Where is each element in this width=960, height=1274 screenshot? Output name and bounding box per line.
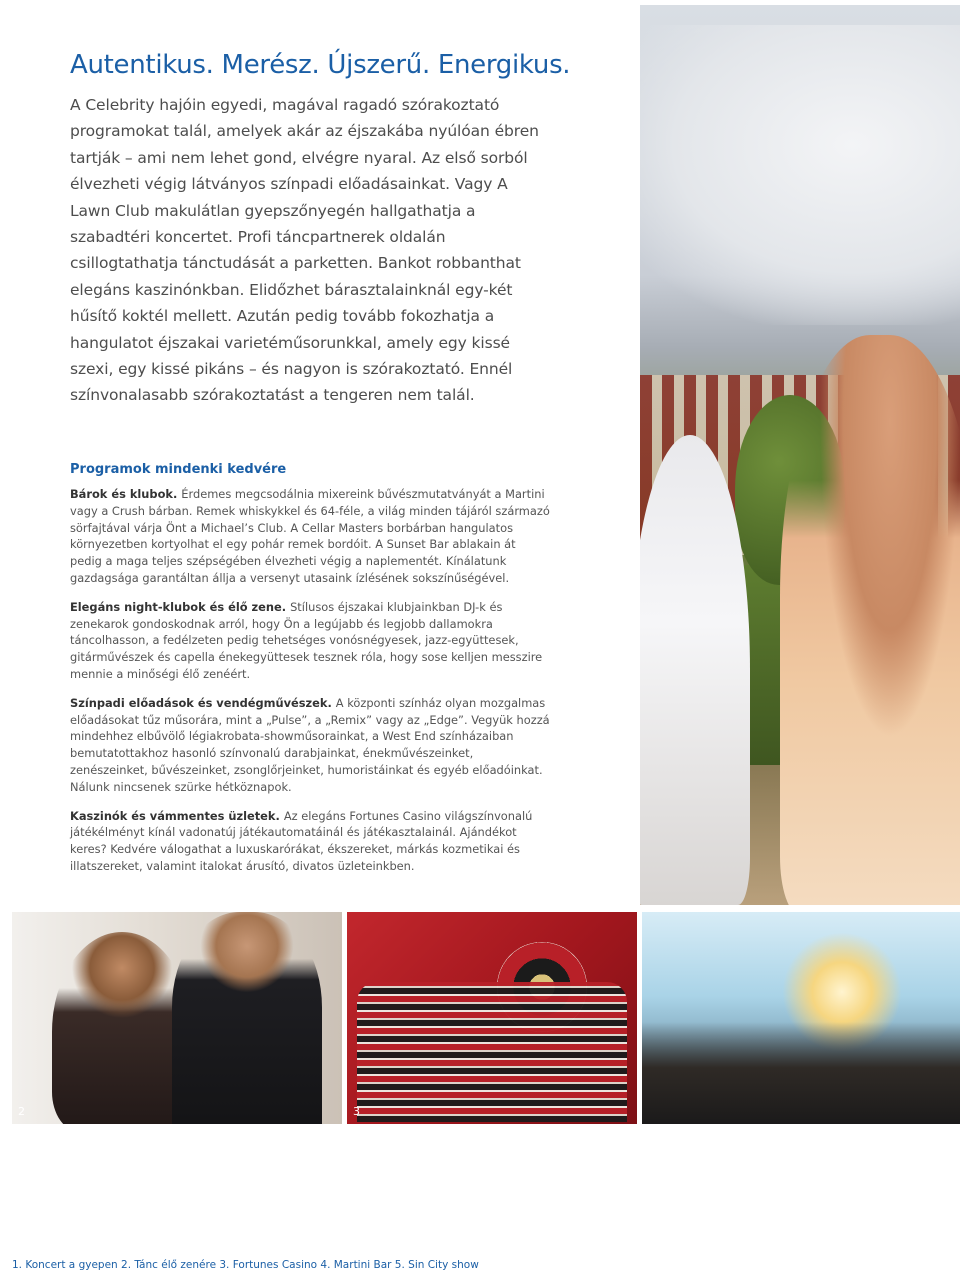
program-casino bbox=[70, 808, 550, 875]
hero-canopy bbox=[640, 25, 960, 325]
hero-woman-figure bbox=[780, 335, 960, 905]
bar-crowd bbox=[642, 1022, 960, 1124]
program-text: Az elegáns Fortunes Casino világszínvonalú játékélményt kínál vadonatúj játékautomatáinál és játékasztalainál. Ajándékot keres? Kedvére válogathat a luxuskarórákat, ékszereket, márkás kozmetikai és illatszereket, valamint italokat árusító, divatos üzleteinkben. bbox=[70, 808, 533, 873]
intro-paragraph: A Celebrity hajóin egyedi, magával ragadó szórakoztató programokat talál, amelyek akár az éjszakába nyúlóan ébren tartják – ami nem lehet gond, elvégre nyaral. Az első sorból élvezheti végig látványos színpadi előadásainkat. Vagy A Lawn Club makulátlan gyepszőnyegén hallgathatja a szabadtéri koncertet. Profi táncpartnerek oldalán csillogtathatja tánctudását a parketten. Bankot robbanthat elegáns kaszinónkban. Elidőzhet bárasztalainknál egy-két hűsítő koktél mellett. Azután pedig tovább fokozhatja a hangulatot éjszakai varietéműsorunkkal, amely egy kissé szexi, egy kissé pikáns – és nagyon is szórakoztató. Ennél színvonalasabb szórakoztatást a tengeren nem talál. bbox=[70, 96, 539, 405]
photo-number: 3 bbox=[353, 1105, 360, 1118]
photo-strip bbox=[12, 912, 960, 1124]
program-text: A központi színház olyan mozgalmas előadásokat tűz műsorára, mint a „Pulse”, a „Remix” vagy az „Edge”. Vegyük hozzá mindehhez elbűvölő légiakrobata-showműsorainkat, a West End színházaiban bemutatottakhoz hasonló színvonalú darabjainkat, énekművészeinket, zenészeinket, bűvészeinket, zsonglőrjeinket, humoristáinkat és egyéb előadóinkat. Nálunk nincsenek szürke hétköznapok. bbox=[70, 695, 550, 794]
photo-captions: 1. Koncert a gyepen 2. Tánc élő zenére 3. Fortunes Casino 4. Martini Bar 5. Sin City show bbox=[12, 1259, 479, 1271]
program-lead: Bárok és klubok. bbox=[70, 487, 178, 501]
program-lead: Színpadi előadások és vendégművészek. bbox=[70, 695, 332, 710]
program-list bbox=[70, 486, 550, 887]
photo-casino bbox=[347, 912, 637, 1124]
program-lead: Elegáns night-klubok és élő zene. bbox=[70, 599, 287, 614]
program-bars bbox=[70, 486, 550, 587]
headline: Autentikus. Merész. Újszerű. Energikus. bbox=[70, 50, 571, 80]
program-nightclubs bbox=[70, 599, 550, 683]
photo-dancing bbox=[12, 912, 342, 1124]
program-text: Stílusos éjszakai klubjainkban DJ-k és zenekarok gondoskodnak arról, hogy Ön a legújabb és legjobb dallamokra táncolhasson, a fedélzeten pedig tehetséges vonósnégyesek, jazz-együttesek, gitárművészek és capella énekegyüttesek tesznek róla, hogy sose kelljen messzire mennie a minőségi élő zenéért. bbox=[70, 599, 543, 681]
photo-number: 2 bbox=[18, 1105, 25, 1118]
dancer-man bbox=[172, 912, 322, 1124]
hero-photo-lawn-concert bbox=[640, 5, 960, 905]
section-title: Programok mindenki kedvére bbox=[70, 462, 287, 477]
program-text: Érdemes megcsodálnia mixereink bűvészmutatványát a Martini vagy a Crush bárban. Remek whiskykkel és 64-féle, a világ minden tájáról származó sörfajtával várja Önt a Michael’s Club. A Cellar Masters borbárban hangulatos környezetben kortyolhat el egy pohár remek bordóit. A Sunset Bar ablakain át pedig a maga teljes szépségében élvezheti végig a naplementét. Kínálatunk gazdagsága garantáltan állja a versenyt utasaink ízlésének sokszínűségével. bbox=[70, 487, 550, 585]
photo-martini-bar bbox=[642, 912, 960, 1124]
program-lead: Kaszinók és vámmentes üzletek. bbox=[70, 808, 280, 823]
casino-chip-stacks bbox=[357, 982, 627, 1122]
program-shows bbox=[70, 695, 550, 796]
dancer-woman bbox=[52, 932, 192, 1124]
